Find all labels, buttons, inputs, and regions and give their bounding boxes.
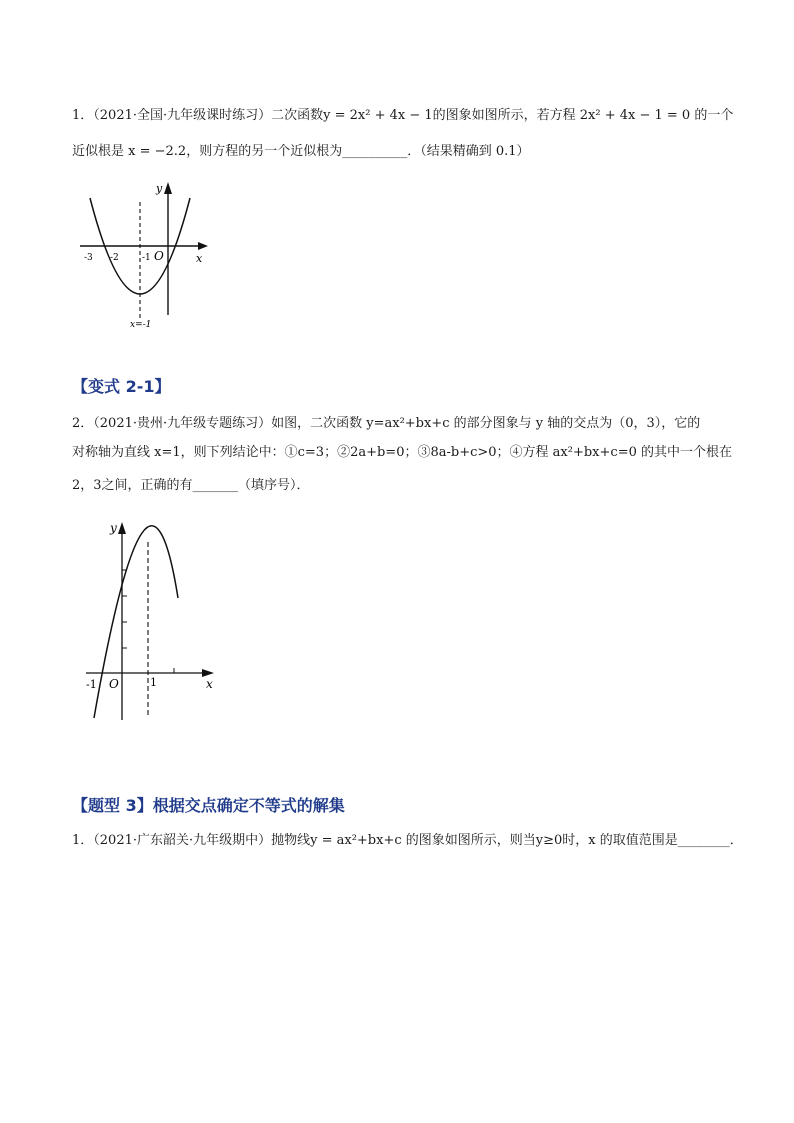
y-axis-arrow <box>118 522 126 534</box>
tick-neg2: -2 <box>110 253 119 263</box>
x-axis-label: x <box>206 677 213 691</box>
q3-text-line1: 1．（2021·广东韶关·九年级期中）抛物线y = ax²+bx+c 的图象如图所示，则当y≥0时，x 的取值范围是________． <box>72 833 743 848</box>
q2-parabola-figure <box>80 518 230 723</box>
x-axis-arrow <box>202 669 214 677</box>
q2-text-line3: 2，3之间，正确的有_______（填序号）． <box>72 478 310 493</box>
q1-parabola-figure <box>72 180 222 330</box>
symmetry-label: x=-1 <box>130 320 152 330</box>
tick-1: 1 <box>150 676 157 689</box>
origin-label: O <box>109 677 119 691</box>
y-axis-label: y <box>110 521 117 535</box>
parabola-curve <box>94 526 178 718</box>
x-axis-arrow <box>198 242 208 250</box>
type3-heading: 【题型 3】根据交点确定不等式的解集 <box>72 796 345 815</box>
x-axis-label: x <box>196 252 203 265</box>
tick-neg3: -3 <box>84 253 93 263</box>
tick-neg1: -1 <box>142 253 151 263</box>
origin-label: O <box>154 249 164 263</box>
q1-text-line2: 近似根是 x = −2.2，则方程的另一个近似根为__________．（结果精确到 0.1） <box>72 144 530 159</box>
tick-neg1: -1 <box>86 678 97 691</box>
q2-text-line1: 2．（2021·贵州·九年级专题练习）如图，二次函数 y=ax²+bx+c 的部分图象与 y 轴的交点为（0，3），它的 <box>72 416 701 431</box>
variant-heading: 【变式 2-1】 <box>72 377 171 396</box>
y-axis-label: y <box>156 182 163 195</box>
y-axis-arrow <box>164 182 172 194</box>
q1-text-line1: 1．（2021·全国·九年级课时练习）二次函数y = 2x² + 4x − 1的图象如图所示，若方程 2x² + 4x − 1 = 0 的一个 <box>72 108 734 123</box>
q2-text-line2: 对称轴为直线 x=1，则下列结论中：①c=3；②2a+b=0；③8a-b+c>0；④方程 ax²+bx+c=0 的其中一个根在 <box>72 445 732 460</box>
